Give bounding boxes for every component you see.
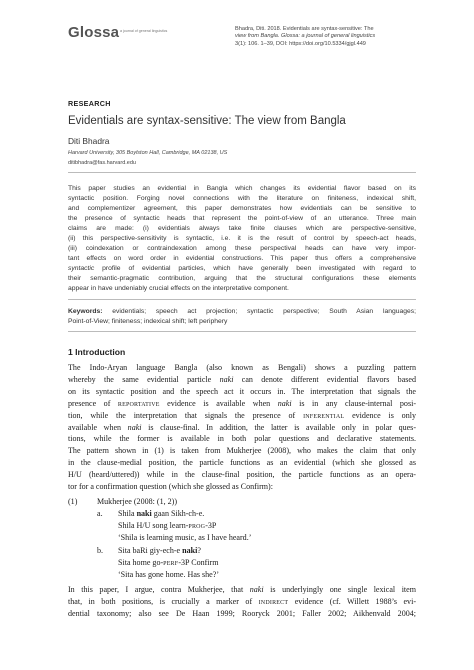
example-a-gloss	[118, 520, 216, 532]
example-a-label: a.	[97, 509, 103, 518]
intro-paragraph	[68, 362, 416, 493]
citation-line: 3(1): 106. 1–39, DOI: https://doi.org/10.5334/gjgl.449	[235, 40, 366, 47]
example-a-word: Shila	[118, 509, 135, 518]
abstract-line: and complementizer agreement, this paper demonstrates how evidentials can be sensitive to	[68, 205, 416, 212]
body-line: In this paper, I argue, contra Mukherjee, that naki is underlyingly one single lexical item	[68, 585, 416, 594]
article-type-label: RESEARCH	[68, 99, 111, 108]
body-line: in the clause-medial position, the particle functions as an evidential (which she glossed as	[68, 458, 416, 468]
logo-wordmark: Glossa	[68, 24, 120, 41]
abstract-line: (ii) this perspective-sensitivity is syntactic, i.e. it is the result of control by speech-act heads,	[68, 235, 416, 242]
body-line: H/U (heard/uttered)) while in the clause-final position, the particle functions as an opera-	[68, 470, 416, 480]
body-line: on its syntactic position and the speech act it occurs in. The interpretation that signals the	[68, 386, 416, 396]
abstract-line: claims are made: (i) evidentials always take finite clauses which are perspective-sensitive,	[68, 225, 416, 232]
body-line: The pattern shown in (1) is taken from Mukherjee (2008), who makes the claim that only	[68, 446, 416, 456]
divider	[68, 172, 416, 173]
example-a-line	[118, 508, 204, 520]
author-email: ditibhadra@fas.harvard.edu	[68, 160, 136, 166]
gloss-smallcaps: prog	[188, 521, 206, 530]
citation-line: Bhadra, Diti. 2018. Evidentials are syntax-sensitive: The	[235, 26, 374, 32]
example-b-gloss	[118, 557, 218, 569]
example-source: Mukherjee (2008: (1, 2))	[97, 497, 177, 506]
body-line: whereby the same evidential particle naki can denote different evidential flavors based	[68, 374, 417, 384]
abstract-line: their semantic-pragmatic contribution, arguing that the structural configurations these elements	[68, 275, 416, 282]
article-title: Evidentials are syntax-sensitive: The view from Bangla	[68, 115, 346, 127]
example-b-translation: ‘Sita has gone home. Has she?’	[118, 570, 220, 579]
author-affiliation: Harvard University, 305 Boylston Hall, Cambridge, MA 02138, US	[68, 150, 228, 156]
divider	[68, 331, 416, 332]
body-line: dential taxonomy; also see De Haan 1999; Rooryck 2001; Faller 2002; Aikhenvald 2004;	[68, 608, 416, 618]
section-heading: 1 Introduction	[68, 347, 126, 357]
body-line: tor for a confirmation question (which she glossed as Confirm):	[68, 482, 273, 492]
example-b-line	[118, 545, 201, 557]
body-line: The Indo-Aryan language Bangla (also known as Bengali) shows a puzzling pattern	[68, 363, 416, 372]
author-name: Diti Bhadra	[68, 136, 110, 146]
abstract-line: tant effects on word order in evidential constructions. This paper thus offers a comprehensive	[68, 255, 416, 262]
gloss-text: -3P Confirm	[178, 558, 219, 567]
abstract-line: appear in have undeniably crucial effects on the interpretative component.	[68, 285, 289, 292]
gloss-smallcaps: perf	[163, 558, 179, 567]
body-line: presence of reportative evidence is available when naki is in any clause-internal posi-	[68, 398, 416, 408]
example-number: (1)	[68, 497, 78, 506]
keywords	[68, 307, 416, 327]
abstract-italic-word: syntactic	[68, 265, 95, 272]
divider	[68, 299, 416, 300]
example-b-label: b.	[97, 546, 104, 555]
keywords-label: Keywords:	[68, 308, 103, 315]
example-a-rest: gaan Sikh-ch-e.	[153, 509, 205, 518]
abstract-line-rest: profile of evidential particles, which have generally been investigated with regard to	[102, 265, 416, 272]
gloss-text: -3P	[205, 521, 217, 530]
body-line: that, in both positions, is crucially a marker of indirect evidence (cf. Willett 1988’s evi-	[68, 596, 416, 606]
gloss-text: Shila H/U song learn-	[118, 521, 189, 530]
keywords-line: Point-of-View; finiteness; indexical shift; left periphery	[68, 318, 228, 325]
example-b-word: Sita baRi giy-ech-e	[118, 546, 181, 555]
example-a-translation: ‘Shila is learning music, as I have heard.’	[118, 533, 252, 542]
abstract-line: the presence of syntactic heads that represent the point-of-view of an utterance. Three main	[68, 215, 416, 222]
logo-tagline: a journal of general linguistics	[120, 29, 168, 33]
journal-logo	[68, 24, 168, 42]
example-b-particle: naki	[182, 546, 198, 555]
abstract-line: syntactic position. Forging novel connections with the literature on finiteness, indexical shift,	[68, 195, 416, 202]
abstract-line	[68, 264, 416, 274]
citation-block	[235, 26, 420, 48]
keywords-text: evidentials; speech act projection; syntactic perspective; South Asian languages;	[112, 308, 416, 315]
gloss-text: Sita home go-	[118, 558, 164, 567]
citation-line: view from Bangla. Glossa: a journal of general linguistics	[235, 33, 376, 40]
body-line: tion, while the interpretation that signals the presence of inferential evidence is only	[68, 410, 416, 420]
body-line: tions, while the former is available in both polar questions and declarative statements.	[68, 434, 416, 444]
body-paragraph	[68, 584, 416, 620]
example-b-rest: ?	[197, 546, 201, 555]
keywords-line	[68, 307, 416, 317]
abstract-line: (iii) coindexation or contraindexation among these perspectival heads can have very impor-	[68, 245, 416, 252]
body-line: available when naki is clause-final. In addition, the latter is available only in polar ques-	[68, 422, 416, 432]
abstract-line: This paper studies an evidential in Bangla which changes its evidential flavor based on its	[68, 185, 416, 192]
abstract	[68, 184, 416, 294]
example-a-particle: naki	[136, 509, 152, 518]
